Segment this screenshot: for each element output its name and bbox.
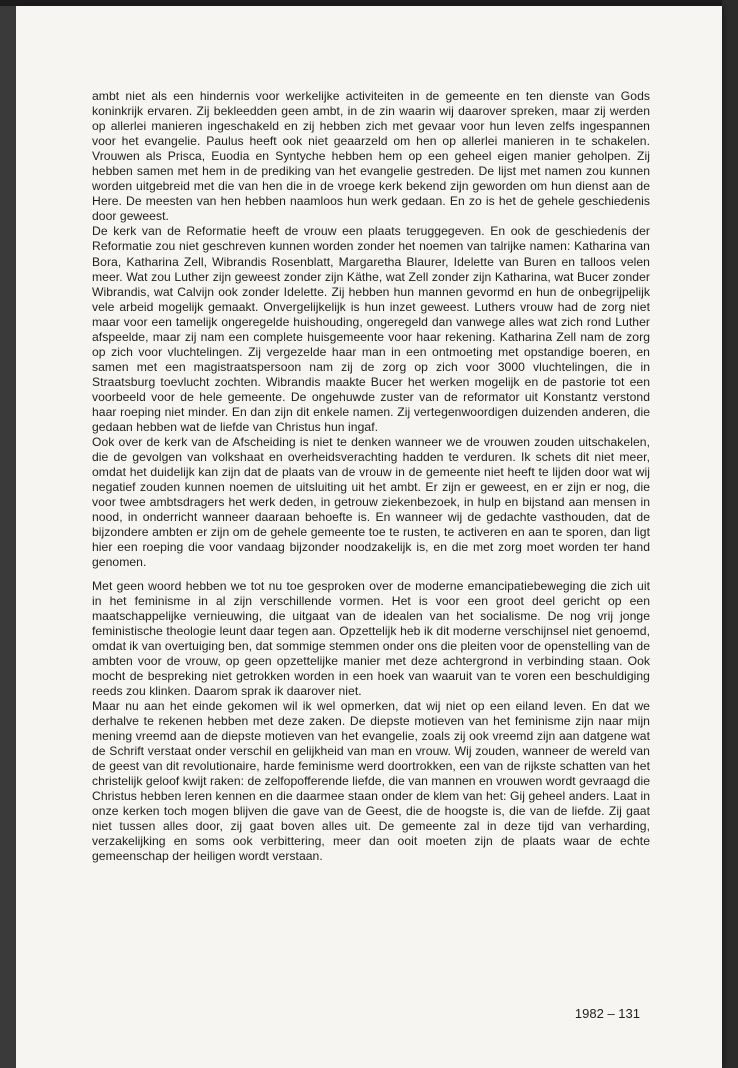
document-page [16,6,722,1068]
paragraph-3: Ook over de kerk van de Afscheiding is niet te denken wanneer we de vrouwen zouden uitschakelen, die de gevolgen van volkshaat en overheidsverachting hadden te verduren. Ik schets dit niet meer, omdat het duidelijk kan zijn dat de plaats van de vrouw in de gemeente niet heeft te lijden door wat wij negatief zouden kunnen noemen de uitsluiting uit het ambt. Er zijn er geweest, en er zijn er nog, die voor twee ambtsdragers het werk deden, in getrouw ziekenbezoek, in hulp en bijstand aan mensen in nood, in onderricht wanneer daaraan behoefte is. En wanneer wij de gedachte vasthouden, dat de bijzondere ambten er zijn om de gehele gemeente toe te rusten, te activeren en aan te sporen, dan ligt hier een roeping die voor vandaag bijzonder noodzakelijk is, en die met zorg moet worden ter hand genomen. [92,435,650,570]
page-number: 1982 – 131 [574,1006,640,1021]
paragraph-5: Maar nu aan het einde gekomen wil ik wel opmerken, dat wij niet op een eiland leven. En dat we derhalve te rekenen hebben met deze zaken. De diepste motieven van het feminisme zijn naar mijn mening vreemd aan de diepste motieven van het evangelie, zoals zij ook vreemd zijn aan datgene wat de Schrift verstaat onder verschil en gelijkheid van man en vrouw. Wij zouden, wanneer de wereld van de geest van dit revolutionaire, harde feminisme werd doortrokken, een van de rijkste schatten van het christelijk geloof kwijt raken: de zelfopofferende liefde, die van mannen en vrouwen wordt gevraagd die Christus hebben leren kennen en die daarmee staan onder de klem van het: Gij geheel anders. Laat in onze kerken toch mogen blijven die gave van de Geest, die de hoogste is, die van de liefde. Zij gaat niet tussen alles door, zij gaat boven alles uit. De gemeente zal in deze tijd van verharding, verzakelijking en soms ook verbittering, meer dan ooit moeten zijn de plaats waar de echte gemeenschap der heiligen wordt verstaan. [92,698,650,864]
paragraph-2: De kerk van de Reformatie heeft de vrouw een plaats teruggegeven. En ook de geschiedenis der Reformatie zou niet geschreven kunnen worden zonder het noemen van talrijke namen: Katharina van Bora, Katharina Zell, Wibrandis Rosenblatt, Margaretha Blaurer, Idelette van Buren en talloos velen meer. Wat zou Luther zijn geweest zonder zijn Käthe, wat Zell zonder zijn Katharina, wat Bucer zonder Wibrandis, wat Calvijn ook zonder Idelette. Zij hebben hun mannen gevormd en hun de onbegrijpelijk vele arbeid mogelijk gemaakt. Onvergelijkelijk is hun inzet geweest. Luthers vrouw had de zorg niet maar voor een tamelijk ongeregelde huishouding, ongeregeld dan vanwege alles wat zich rond Luther afspeelde, maar zij nam een complete huisgemeente voor haar rekening. Katharina Zell nam de zorg op zich voor vluchtelingen. Zij vergezelde haar man in een ontmoeting met opstandige boeren, en samen met een magistraatspersoon nam zij de zorg op zich voor 3000 vluchtelingen, die in Straatsburg toevlucht zochten. Wibrandis maakte Bucer het werken mogelijk en de pastorie tot een voorbeeld voor de hele gemeente. De ongehuwde zuster van de reformator uit Konstantz verstond haar roeping niet minder. En dan zijn dit enkele namen. Zij vertegenwoordigen duizenden anderen, die gedaan hebben wat de liefde van Christus hun ingaf. [92,224,650,435]
body-text [92,89,650,864]
paragraph-1: ambt niet als een hindernis voor werkelijke activiteiten in de gemeente en ten dienste van Gods koninkrijk ervaren. Zij bekleedden geen ambt, in de zin waarin wij daarover spreken, maar zij werden op allerlei manieren ingeschakeld en zij hebben zich met gevaar voor hun leven zelfs ingespannen voor het evangelie. Paulus heeft ook niet geaarzeld om hen op allerlei manieren in te schakelen. Vrouwen als Prisca, Euodia en Syntyche hebben hem op een geheel eigen manier geholpen. Zij hebben samen met hem in de prediking van het evangelie gestreden. De lijst met namen zou kunnen worden uitgebreid met die van hen die in de vroege kerk bekend zijn geworden om hun dienst aan de Here. De meesten van hen hebben naamloos hun werk gedaan. En zo is het de gehele geschiedenis door geweest. [92,89,650,224]
paragraph-4: Met geen woord hebben we tot nu toe gesproken over de moderne emancipatiebeweging die zich uit in het feminisme in al zijn verschillende vormen. Het is voor een groot deel gericht op een maatschappelijke vernieuwing, die uitgaat van de idealen van het socialisme. De nog vrij jonge feministische theologie leunt daar tegen aan. Opzettelijk heb ik dit moderne verschijnsel niet genoemd, omdat ik van overtuiging ben, dat sommige stemmen onder ons die pleiten voor de openstelling van de ambten voor de vrouw, op geen opzettelijke manier met deze achtergrond in verbinding staan. Ook mocht de bespreking niet getrokken worden in een hoek van waaruit van te voren een beschuldiging reeds zou klinken. Daarom sprak ik daarover niet. [92,578,650,698]
scan-border-right [722,0,738,1068]
